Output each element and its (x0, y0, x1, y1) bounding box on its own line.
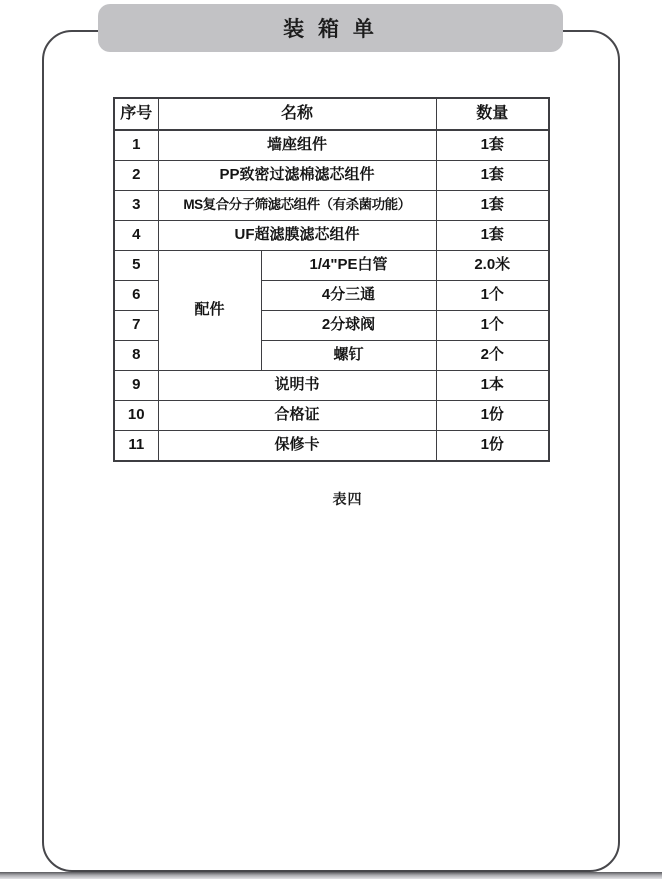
row-name-cell: 墙座组件 (158, 130, 436, 161)
row-qty-cell: 1套 (436, 221, 549, 251)
row-qty-cell: 2.0米 (436, 251, 549, 281)
row-no-cell: 8 (114, 341, 158, 371)
row-name-cell: 保修卡 (158, 431, 436, 462)
row-qty-cell: 1个 (436, 281, 549, 311)
table-row (114, 161, 549, 191)
row-name-cell: 1/4"PE白管 (261, 251, 436, 281)
row-qty-cell: 1份 (436, 401, 549, 431)
row-no-cell: 3 (114, 191, 158, 221)
table-row (114, 371, 549, 401)
row-name-cell: 合格证 (158, 401, 436, 431)
col-header-qty: 数量 (436, 98, 549, 130)
row-no-cell: 4 (114, 221, 158, 251)
row-qty-cell: 1本 (436, 371, 549, 401)
group-cell: 配件 (158, 251, 261, 371)
col-header-name: 名称 (158, 98, 436, 130)
table-header-row (114, 98, 549, 130)
table-row (114, 221, 549, 251)
page-title-bar (98, 4, 563, 52)
row-qty-cell: 1套 (436, 161, 549, 191)
row-name-cell: 螺钉 (261, 341, 436, 371)
row-no-cell: 9 (114, 371, 158, 401)
row-name-cell: MS复合分子筛滤芯组件（有杀菌功能） (158, 191, 436, 221)
row-no-cell: 5 (114, 251, 158, 281)
packing-list-table (113, 97, 550, 462)
table-caption: 表四 (332, 491, 363, 507)
row-qty-cell: 1份 (436, 431, 549, 462)
row-no-cell: 2 (114, 161, 158, 191)
row-qty-cell: 1套 (436, 130, 549, 161)
row-no-cell: 1 (114, 130, 158, 161)
row-qty-cell: 1个 (436, 311, 549, 341)
table-row (114, 191, 549, 221)
row-qty-cell: 1套 (436, 191, 549, 221)
row-no-cell: 6 (114, 281, 158, 311)
page-bottom-edge (0, 872, 662, 879)
row-qty-cell: 2个 (436, 341, 549, 371)
row-no-cell: 10 (114, 401, 158, 431)
table-row (114, 251, 549, 281)
table-row (114, 431, 549, 462)
row-no-cell: 7 (114, 311, 158, 341)
page-title: 装 箱 单 (283, 18, 378, 41)
row-name-cell: 说明书 (158, 371, 436, 401)
table-row (114, 130, 549, 161)
col-header-no: 序号 (114, 98, 158, 130)
row-name-cell: UF超滤膜滤芯组件 (158, 221, 436, 251)
table-row (114, 401, 549, 431)
row-no-cell: 11 (114, 431, 158, 462)
row-name-cell: 2分球阀 (261, 311, 436, 341)
row-name-cell: PP致密过滤棉滤芯组件 (158, 161, 436, 191)
row-name-cell: 4分三通 (261, 281, 436, 311)
